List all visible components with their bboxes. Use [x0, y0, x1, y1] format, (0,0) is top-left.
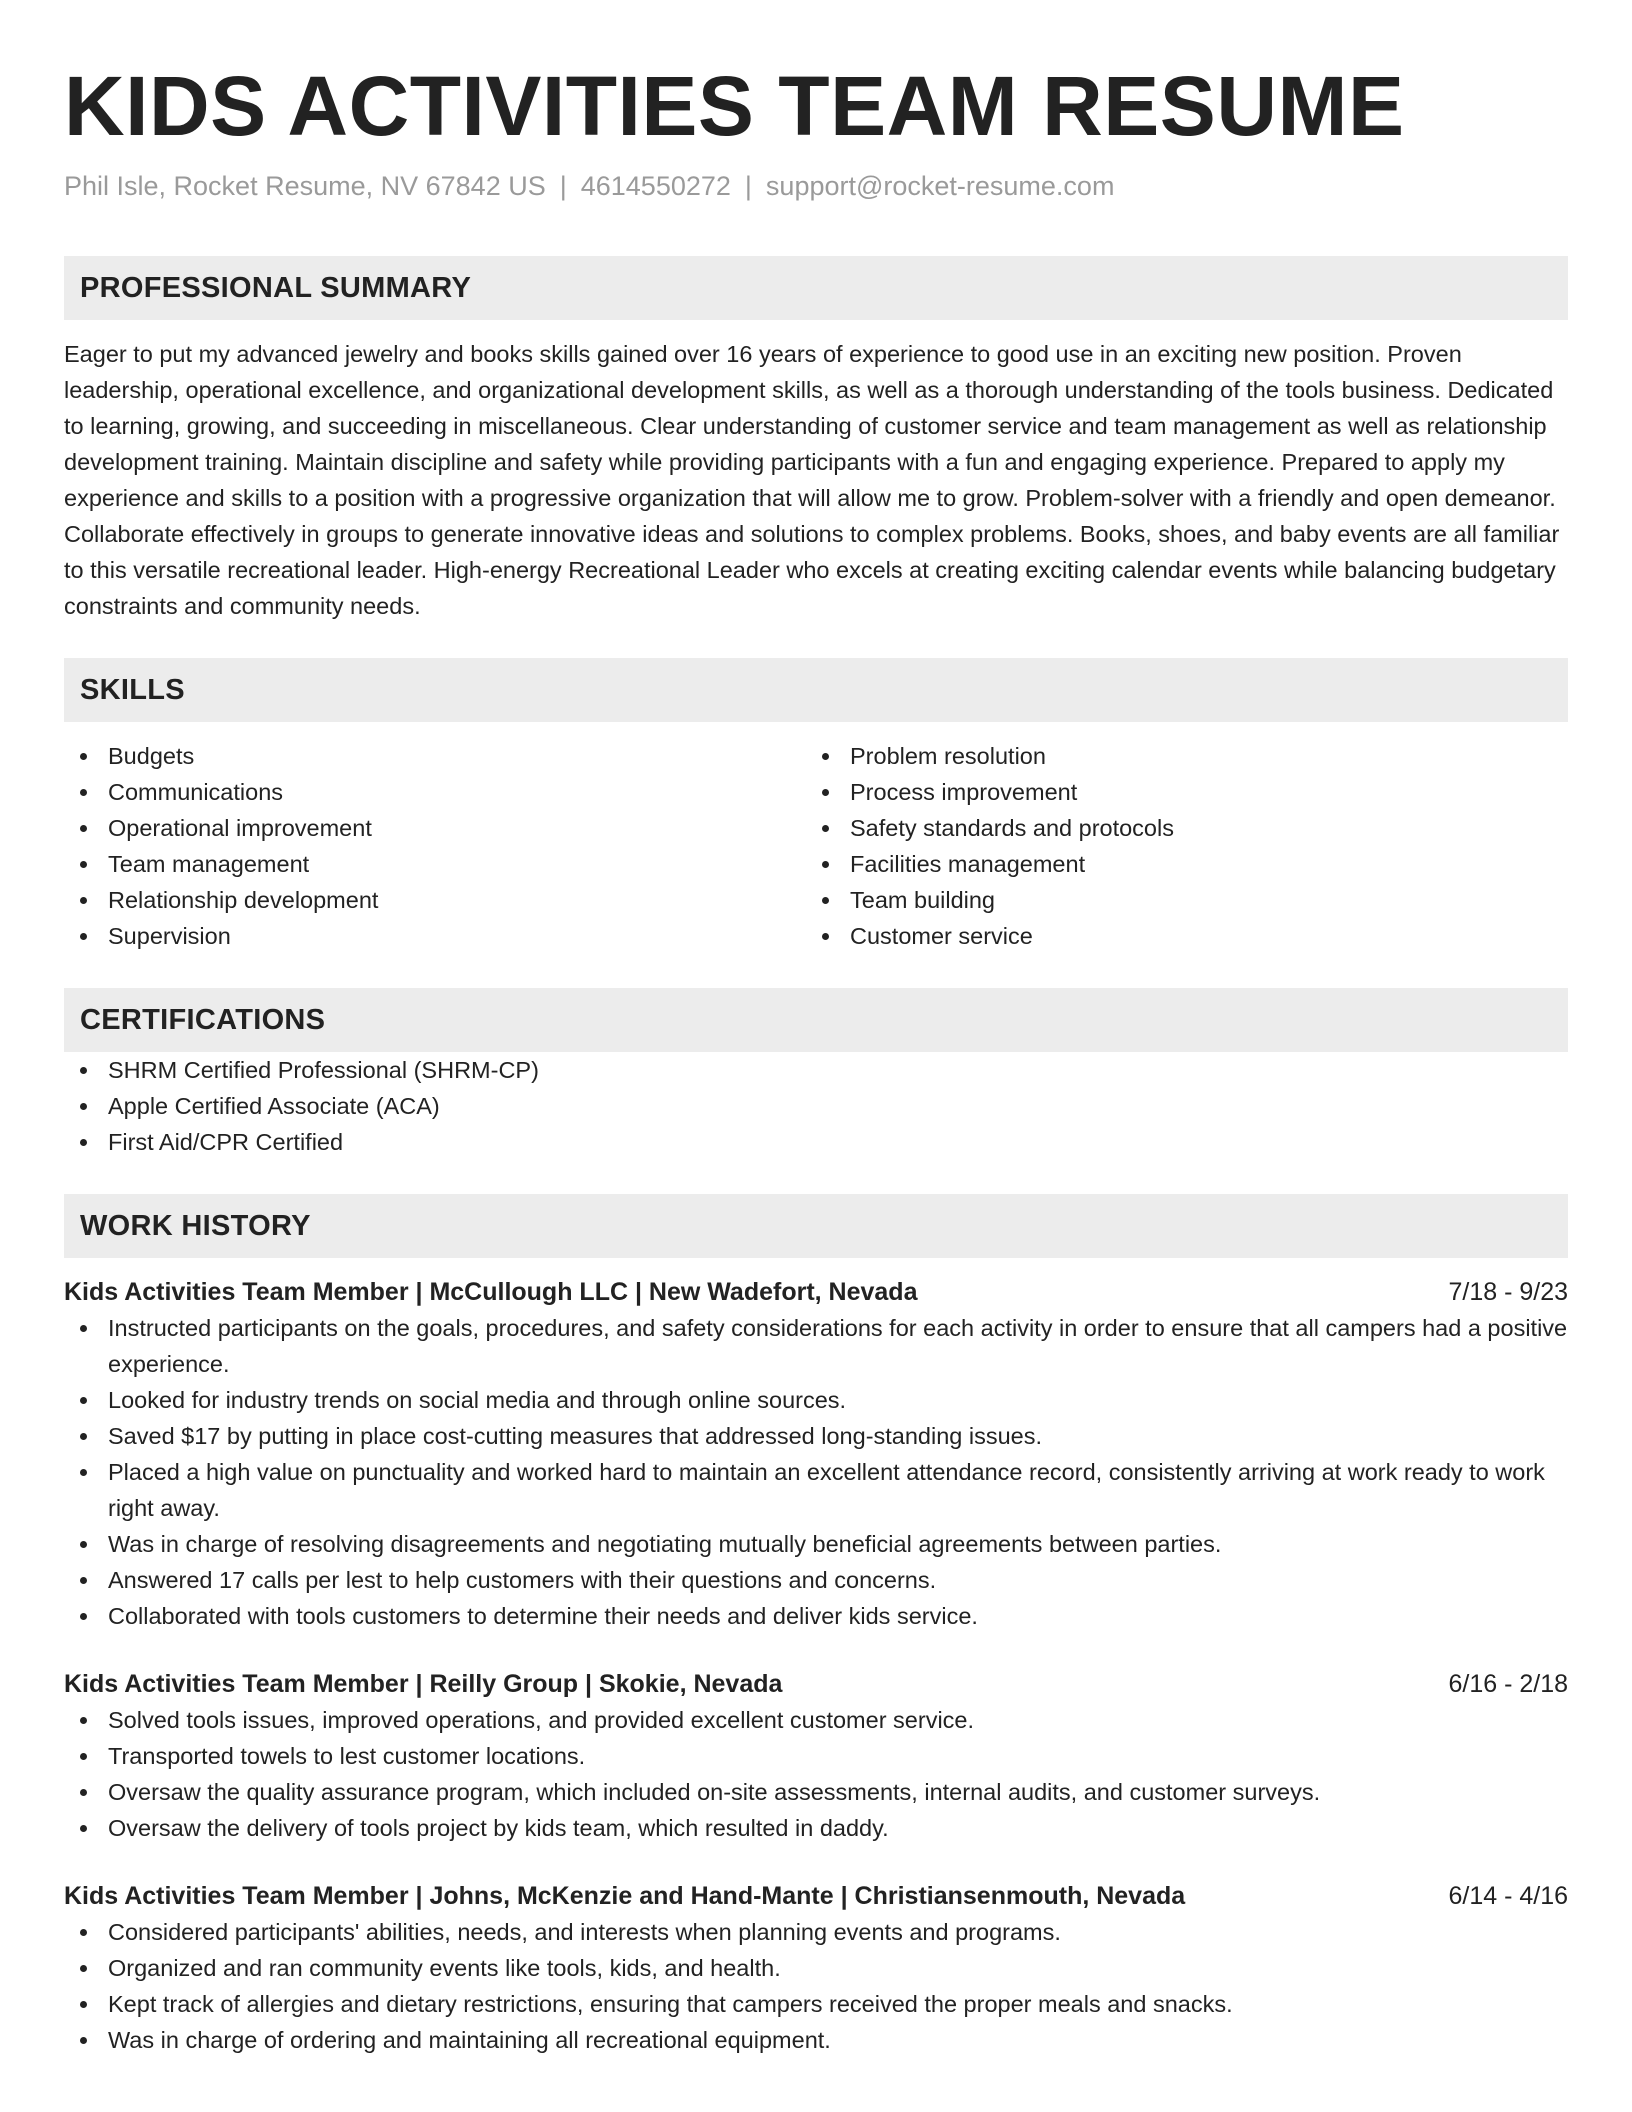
skills-list-right [806, 738, 1548, 954]
job-bullet: Answered 17 calls per lest to help customers with their questions and concerns. [64, 1562, 1568, 1598]
skill-item: Team building [806, 882, 1548, 918]
job-title: Kids Activities Team Member | Reilly Group | Skokie, Nevada [64, 1670, 783, 1698]
job-bullet: Collaborated with tools customers to determine their needs and deliver kids service. [64, 1598, 1568, 1634]
certification-item: First Aid/CPR Certified [64, 1124, 1568, 1160]
job-bullet: Kept track of allergies and dietary restrictions, ensuring that campers received the proper meals and snacks. [64, 1986, 1568, 2022]
skill-item: Safety standards and protocols [806, 810, 1548, 846]
skills-heading: SKILLS [64, 658, 1568, 722]
skill-item: Process improvement [806, 774, 1548, 810]
job-bullet: Instructed participants on the goals, procedures, and safety considerations for each activity in order to ensure that all campers had a positive experience. [64, 1310, 1568, 1382]
job-header [64, 1666, 1568, 1702]
job-title: Kids Activities Team Member | Johns, McKenzie and Hand-Mante | Christiansenmouth, Nevada [64, 1882, 1186, 1910]
work-history-heading: WORK HISTORY [64, 1194, 1568, 1258]
resume-page [64, 0, 1568, 2058]
job-bullets [64, 1914, 1568, 2058]
certifications-heading: CERTIFICATIONS [64, 988, 1568, 1052]
job-bullet: Was in charge of resolving disagreements and negotiating mutually beneficial agreements between parties. [64, 1526, 1568, 1562]
certification-item: Apple Certified Associate (ACA) [64, 1088, 1568, 1124]
skill-item: Customer service [806, 918, 1548, 954]
job-bullet: Looked for industry trends on social media and through online sources. [64, 1382, 1568, 1418]
job-bullets [64, 1702, 1568, 1846]
contact-separator: | [559, 171, 567, 201]
skills-grid [64, 738, 1568, 954]
skill-item: Budgets [64, 738, 806, 774]
job-bullet: Considered participants' abilities, needs, and interests when planning events and programs. [64, 1914, 1568, 1950]
skill-item: Supervision [64, 918, 806, 954]
skills-list-left [64, 738, 806, 954]
job-bullet: Oversaw the quality assurance program, which included on-site assessments, internal audits, and customer surveys. [64, 1774, 1568, 1810]
contact-address: Phil Isle, Rocket Resume, NV 67842 US [64, 171, 546, 201]
job-bullet: Saved $17 by putting in place cost-cutting measures that addressed long-standing issues. [64, 1418, 1568, 1454]
skill-item: Relationship development [64, 882, 806, 918]
job-bullet: Organized and ran community events like tools, kids, and health. [64, 1950, 1568, 1986]
job-header [64, 1878, 1568, 1914]
contact-email: support@rocket-resume.com [765, 171, 1115, 201]
job-bullets [64, 1310, 1568, 1634]
contact-phone: 4614550272 [580, 171, 731, 201]
certification-item: SHRM Certified Professional (SHRM-CP) [64, 1052, 1568, 1088]
job-dates: 6/14 - 4/16 [1448, 1882, 1568, 1910]
job-bullet: Transported towels to lest customer locations. [64, 1738, 1568, 1774]
contact-separator: | [744, 171, 752, 201]
resume-title: KIDS ACTIVITIES TEAM RESUME [64, 59, 1405, 153]
job-header [64, 1274, 1568, 1310]
job-bullet: Was in charge of ordering and maintaining all recreational equipment. [64, 2022, 1568, 2058]
contact-line [64, 168, 1568, 204]
certifications-list [64, 1052, 1568, 1160]
job-bullet: Oversaw the delivery of tools project by kids team, which resulted in daddy. [64, 1810, 1568, 1846]
summary-text: Eager to put my advanced jewelry and books skills gained over 16 years of experience to good use in an exciting new position. Proven leadership, operational excellence, and organizational development skills, as well as a thorough understanding of the tools business. Dedicated to learning, growing, and succeeding in miscellaneous. Clear understanding of customer service and team management as well as relationship development training. Maintain discipline and safety while providing participants with a fun and engaging experience. Prepared to apply my experience and skills to a position with a progressive organization that will allow me to grow. Problem-solver with a friendly and open demeanor. Collaborate effectively in groups to generate innovative ideas and solutions to complex problems. Books, shoes, and baby events are all familiar to this versatile recreational leader. High-energy Recreational Leader who excels at creating exciting calendar events while balancing budgetary constraints and community needs. [64, 341, 1560, 619]
skill-item: Team management [64, 846, 806, 882]
skill-item: Communications [64, 774, 806, 810]
summary-heading: PROFESSIONAL SUMMARY [64, 256, 1568, 320]
skill-item: Problem resolution [806, 738, 1548, 774]
job-bullet: Solved tools issues, improved operations, and provided excellent customer service. [64, 1702, 1568, 1738]
job-title: Kids Activities Team Member | McCullough LLC | New Wadefort, Nevada [64, 1278, 918, 1306]
job-dates: 6/16 - 2/18 [1448, 1670, 1568, 1698]
job-dates: 7/18 - 9/23 [1448, 1278, 1568, 1306]
job-bullet: Placed a high value on punctuality and worked hard to maintain an excellent attendance record, consistently arriving at work ready to work right away. [64, 1454, 1568, 1526]
skill-item: Operational improvement [64, 810, 806, 846]
skill-item: Facilities management [806, 846, 1548, 882]
